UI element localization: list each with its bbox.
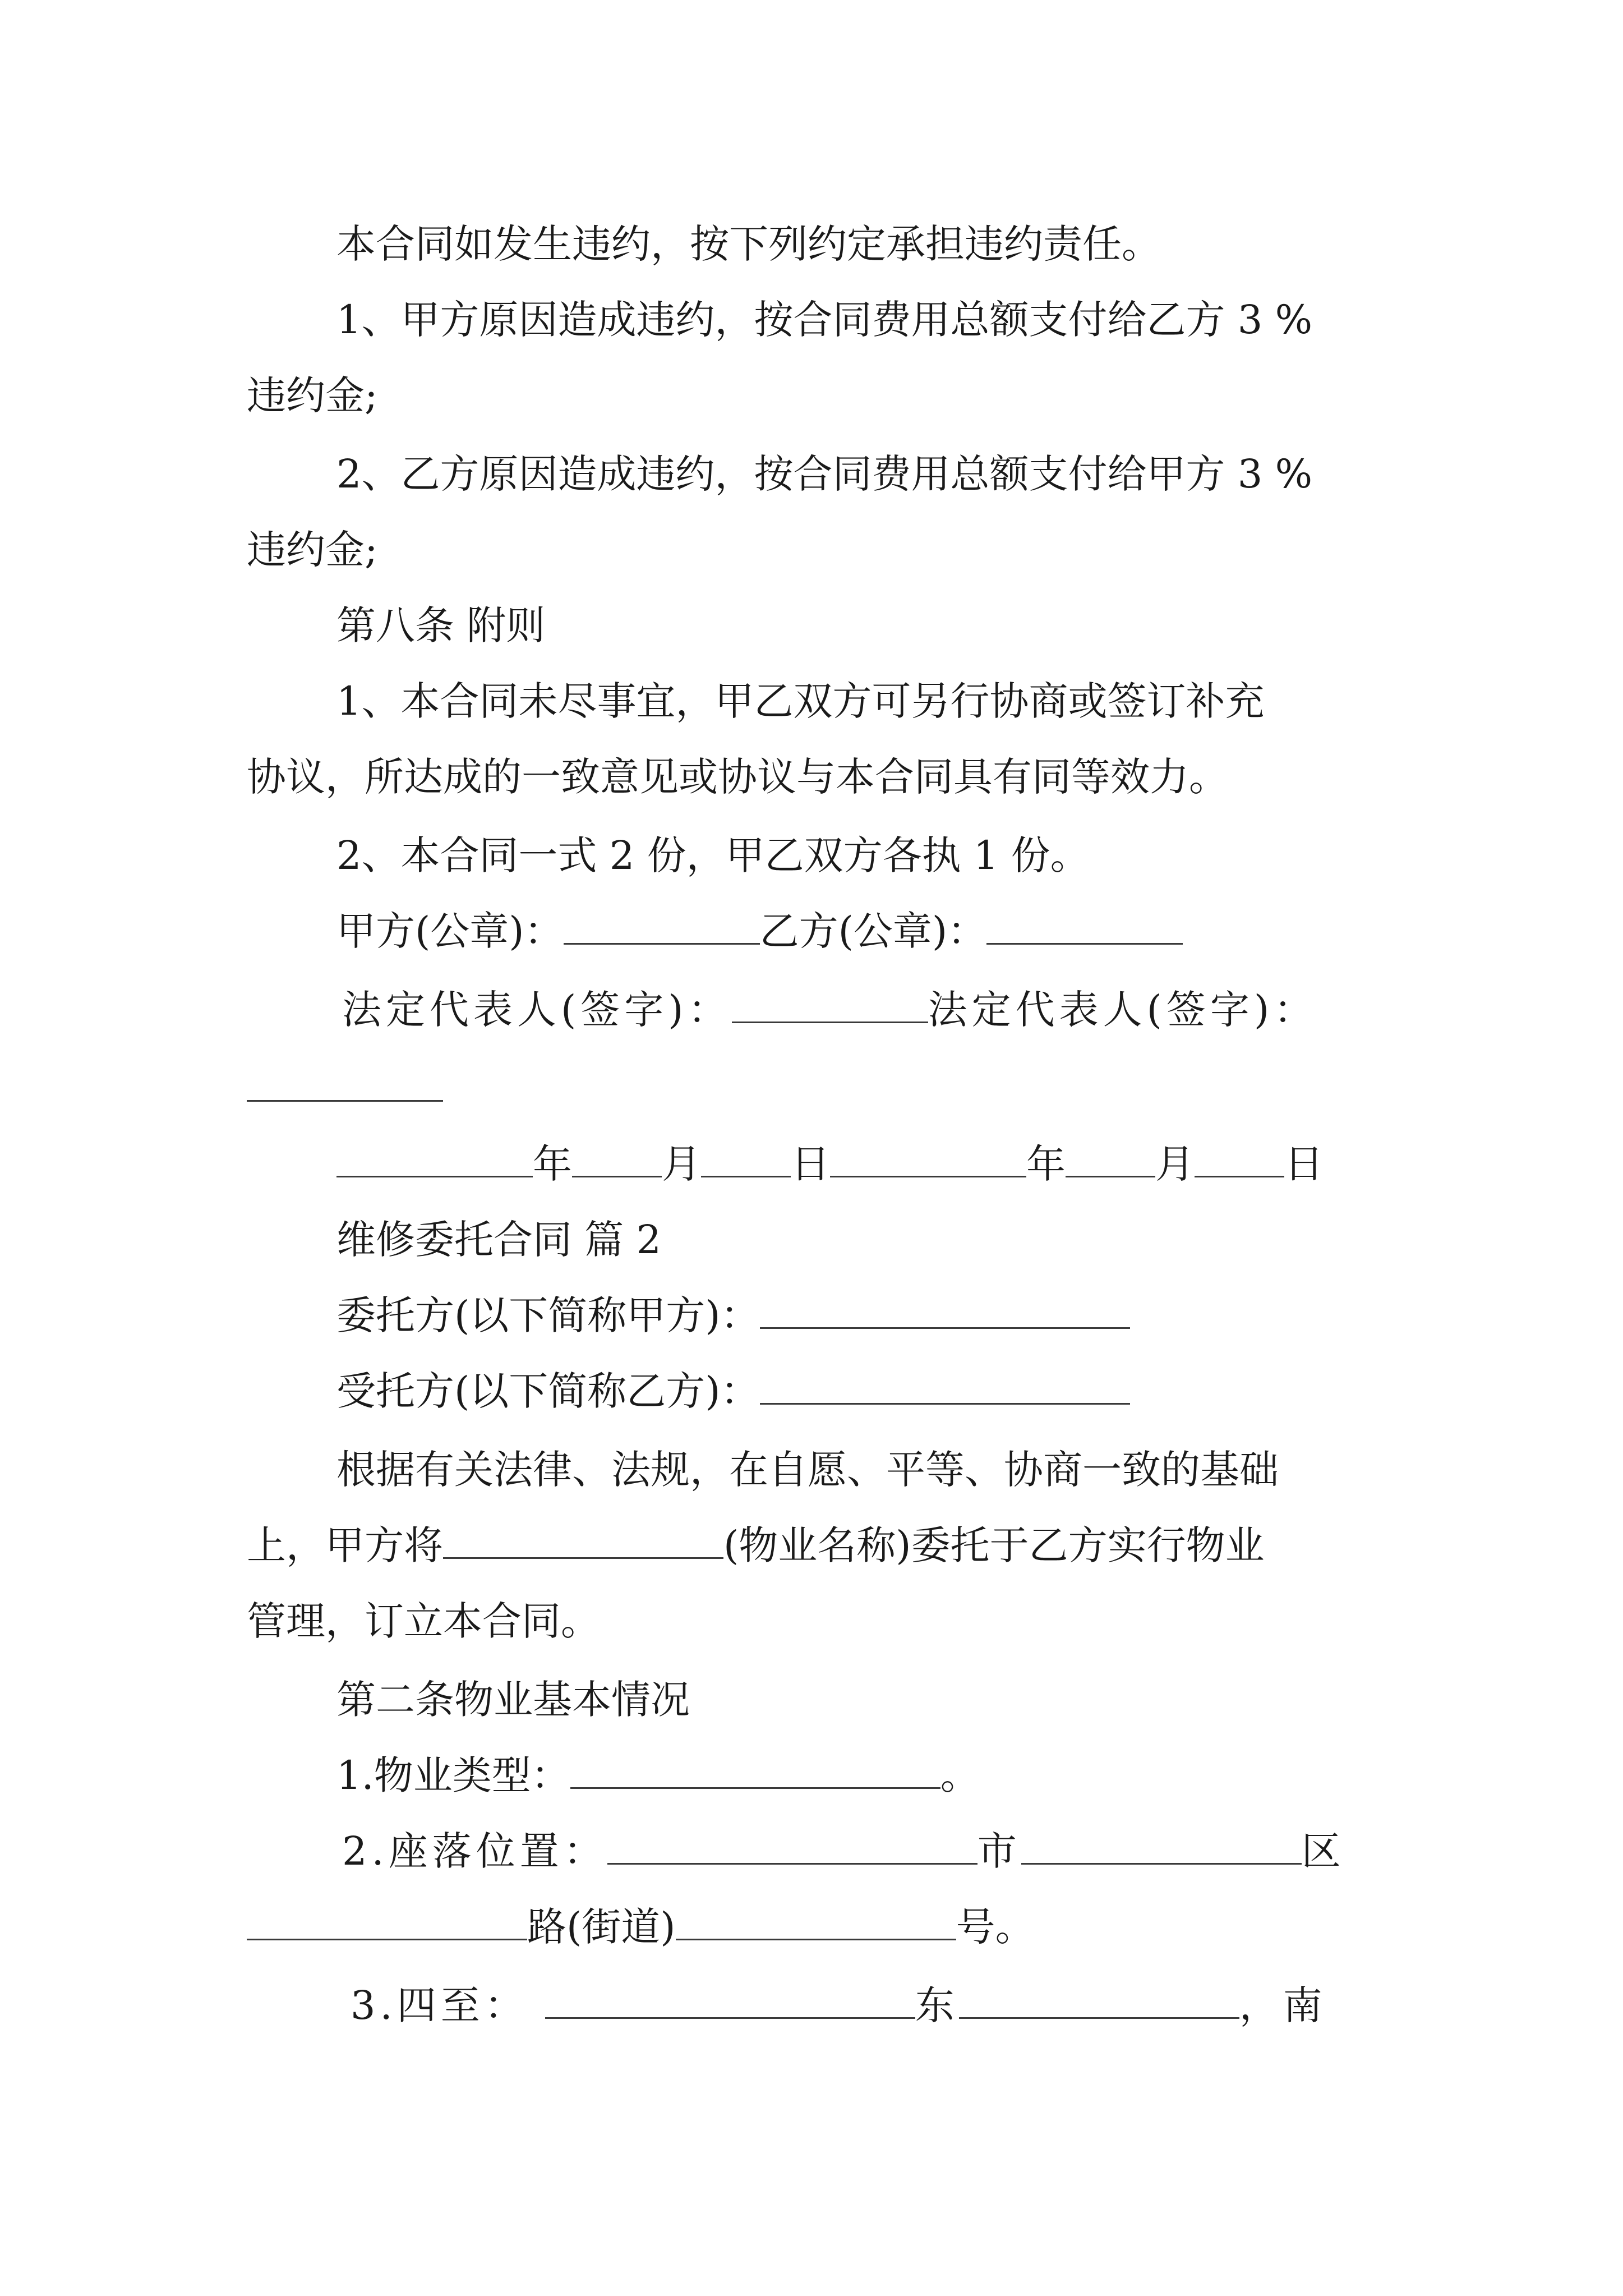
trustee-row [336,1368,1130,1414]
date-b-day-label: 日 [1284,1141,1324,1187]
property-type-label: 1.物业类型： [336,1752,570,1798]
location-row [342,1828,1345,1874]
rep-b-blank-row [247,1069,443,1108]
breach-item-2-line-2: 违约金; [247,527,378,573]
date-a-day-blank[interactable] [701,1144,791,1177]
party-a-seal-label: 甲方(公章)： [336,908,564,954]
date-a-day-label: 日 [791,1141,830,1187]
location-number-label: 号。 [956,1904,1035,1950]
location-label: 2.座落位置： [342,1828,607,1874]
boundary-row [351,1982,1327,2028]
location-district-label: 区 [1301,1828,1345,1874]
client-label: 委托方(以下简称甲方)： [336,1292,760,1338]
date-b-month-label: 月 [1155,1141,1195,1187]
location-district-blank[interactable] [1021,1832,1302,1865]
basis-line-2 [247,1522,1265,1568]
basis-line-3: 管理，订立本合同。 [247,1598,600,1644]
article-8-item-2: 2、本合同一式 2 份，甲乙双方各执 1 份。 [336,832,1090,878]
breach-item-2-line-1: 2、乙方原因造成违约，按合同费用总额支付给甲方 3 % [336,451,1313,497]
trustee-label: 受托方(以下简称乙方)： [336,1368,760,1414]
seal-signature-row [336,908,1183,954]
location-row-2 [247,1904,1035,1950]
rep-a-label: 法定代表人(签字)： [342,987,732,1033]
property-name-blank[interactable] [443,1526,723,1559]
boundary-east-blank[interactable] [959,1986,1239,2019]
boundary-label: 3.四至： [351,1982,528,2028]
date-a-year-label: 年 [533,1141,572,1187]
article-8-item-1-line-2: 协议，所达成的一致意见或协议与本合同具有同等效力。 [247,754,1228,800]
party-b-seal-label: 乙方(公章)： [759,908,987,954]
breach-item-1-line-1: 1、甲方原因造成违约，按合同费用总额支付给乙方 3 % [336,297,1313,343]
article-8-title: 第八条 附则 [336,602,546,648]
location-road-blank[interactable] [247,1907,527,1940]
party-a-seal-blank[interactable] [564,912,760,945]
basis-line-1: 根据有关法律、法规，在自愿、平等、协商一致的基础 [336,1447,1279,1493]
date-b-month-blank[interactable] [1066,1144,1155,1177]
rep-b-blank[interactable] [247,1069,443,1102]
property-type-end: 。 [940,1752,980,1798]
contract-2-title: 维修委托合同 篇 2 [336,1217,662,1263]
date-b-day-blank[interactable] [1195,1144,1284,1177]
article-8-item-1-line-1: 1、本合同未尽事宜，甲乙双方可另行协商或签订补充 [336,678,1265,724]
article-2-title: 第二条物业基本情况 [336,1677,690,1723]
location-number-blank[interactable] [676,1907,956,1940]
boundary-comma: ， [1239,1982,1283,2028]
rep-b-label: 法定代表人(签字)： [928,987,1318,1033]
client-blank[interactable] [760,1296,1130,1329]
trustee-blank[interactable] [760,1372,1130,1405]
boundary-east-label: 东 [915,1982,959,2028]
property-type-row [336,1752,980,1798]
location-road-label: 路(街道) [527,1904,676,1950]
basis-line-2-end: (物业名称)委托于乙方实行物业 [723,1522,1265,1568]
date-b-year-blank[interactable] [830,1144,1026,1177]
basis-line-2-start: 上，甲方将 [247,1522,443,1568]
location-city-blank[interactable] [607,1832,978,1865]
party-b-seal-blank[interactable] [986,912,1183,945]
breach-intro: 本合同如发生违约，按下列约定承担违约责任。 [336,221,1161,267]
representative-signature-row [342,987,1318,1033]
date-a-month-label: 月 [662,1141,701,1187]
boundary-blank-1[interactable] [545,1986,915,2019]
boundary-south-label: 南 [1283,1982,1327,2028]
client-row [336,1292,1130,1338]
breach-item-1-line-2: 违约金; [247,372,378,418]
date-row [336,1141,1324,1187]
date-b-year-label: 年 [1026,1141,1066,1187]
date-a-year-blank[interactable] [336,1144,533,1177]
rep-a-blank[interactable] [732,990,928,1023]
date-a-month-blank[interactable] [572,1144,662,1177]
location-city-label: 市 [977,1828,1021,1874]
property-type-blank[interactable] [570,1756,940,1789]
